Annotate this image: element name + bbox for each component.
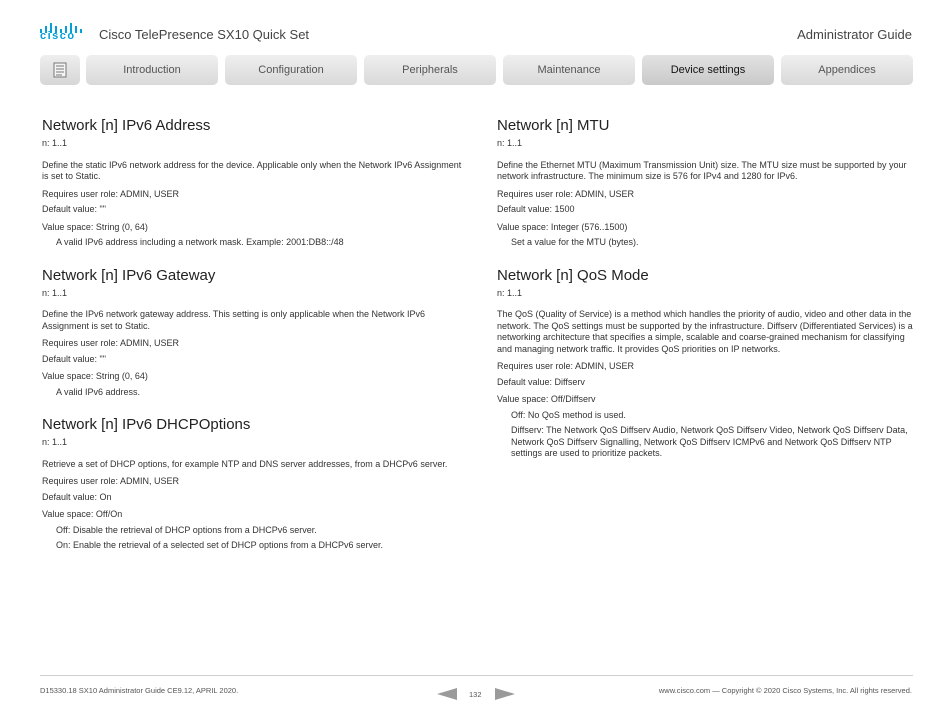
description: Retrieve a set of DHCP options, for example NTP and DNS server addresses, from a DHCPv6 server. xyxy=(42,458,448,469)
default-value: Default value: "" xyxy=(42,204,106,214)
section-ipv6-gateway xyxy=(42,267,462,399)
description: Define the IPv6 network gateway address. This setting is only applicable when the Network IPv6 Assignment is set to Static. xyxy=(42,309,426,331)
section-title: Network [n] IPv6 DHCPOptions xyxy=(42,416,251,433)
section-title: Network [n] MTU xyxy=(497,117,610,134)
footer-divider xyxy=(40,675,913,676)
index-range: n: 1..1 xyxy=(42,138,68,148)
footer-doc-id: D15330.18 SX10 Administrator Guide CE9.12, APRIL 2020. xyxy=(40,686,239,695)
section-title: Network [n] IPv6 Gateway xyxy=(42,266,216,284)
description: The QoS (Quality of Service) is a method which handles the priority of audio, video and other data in the network. The QoS settings must be supported by the infrastructure. Diffserv (Differentiated Services) is a networking architecture that specifies a simple, scalable and coarse-grained mechanism for classifying and managing network traffic. It provides QoS priorities on IP networks. xyxy=(497,309,913,354)
default-value: Default value: 1500 xyxy=(497,204,575,214)
user-role: Requires user role: ADMIN, USER xyxy=(497,361,635,371)
index-range: n: 1..1 xyxy=(497,138,523,148)
user-role: Requires user role: ADMIN, USER xyxy=(42,338,180,348)
page-number: 132 xyxy=(469,690,482,699)
left-column xyxy=(42,117,462,570)
guide-title: Administrator Guide xyxy=(797,27,912,42)
index-range: n: 1..1 xyxy=(42,287,68,298)
value-detail-on: On: Enable the retrieval of a selected set of DHCP options from a DHCPv6 server. xyxy=(56,540,383,550)
prev-page-icon[interactable] xyxy=(437,688,457,700)
value-space: Value space: Off/On xyxy=(42,509,123,519)
section-ipv6-dhcpoptions xyxy=(42,416,462,552)
value-space: Value space: Integer (576..1500) xyxy=(497,221,628,232)
tab-configuration[interactable]: Configuration xyxy=(225,55,357,85)
value-detail-off: Off: Disable the retrieval of DHCP options from a DHCPv6 server. xyxy=(56,524,317,535)
next-page-icon[interactable] xyxy=(495,688,515,700)
user-role: Requires user role: ADMIN, USER xyxy=(497,188,635,199)
tab-device-settings[interactable]: Device settings xyxy=(642,55,774,85)
value-detail: A valid IPv6 address including a network mask. Example: 2001:DB8::/48 xyxy=(56,237,344,247)
value-detail: Set a value for the MTU (bytes). xyxy=(511,237,639,247)
value-space: Value space: Off/Diffserv xyxy=(497,394,596,404)
doc-title: Cisco TelePresence SX10 Quick Set xyxy=(99,27,310,42)
value-detail-off: Off: No QoS method is used. xyxy=(511,409,626,420)
section-mtu xyxy=(497,117,917,249)
tab-peripherals[interactable]: Peripherals xyxy=(364,55,496,85)
default-value: Default value: "" xyxy=(42,353,106,364)
value-space: Value space: String (0, 64) xyxy=(42,221,148,232)
section-ipv6-address xyxy=(42,117,462,249)
default-value: Default value: On xyxy=(42,491,112,502)
tab-contents[interactable] xyxy=(40,55,80,85)
section-qos-mode xyxy=(497,267,917,460)
right-column xyxy=(497,117,917,478)
footer-copyright: www.cisco.com — Copyright © 2020 Cisco Systems, Inc. All rights reserved. xyxy=(658,686,912,695)
document-icon xyxy=(53,62,67,78)
tab-appendices[interactable]: Appendices xyxy=(781,55,913,85)
tab-maintenance[interactable]: Maintenance xyxy=(503,55,635,85)
index-range: n: 1..1 xyxy=(497,287,523,298)
tab-introduction[interactable]: Introduction xyxy=(86,55,218,85)
default-value: Default value: Diffserv xyxy=(497,376,585,387)
user-role: Requires user role: ADMIN, USER xyxy=(42,476,180,486)
value-detail-diffserv: Diffserv: The Network QoS Diffserv Audio, Network QoS Diffserv Video, Network QoS Diffserv Data, Network QoS Diffserv Signalling, Network QoS Diffserv ICMPv6 and Network QoS Diffserv NTP settings are used to prioritize packets. xyxy=(511,425,908,458)
user-role: Requires user role: ADMIN, USER xyxy=(42,188,180,199)
section-title: Network [n] IPv6 Address xyxy=(42,117,211,134)
value-detail: A valid IPv6 address. xyxy=(56,386,141,397)
cisco-wordmark: cisco xyxy=(40,30,76,42)
description: Define the static IPv6 network address for the device. Applicable only when the Network IPv6 Assignment is set to Static. xyxy=(42,159,462,181)
tab-bar xyxy=(40,55,913,85)
description: Define the Ethernet MTU (Maximum Transmission Unit) size. The MTU size must be supported by your network infrastructure. The minimum size is 576 for IPv4 and 1280 for IPv6. xyxy=(497,159,907,181)
value-space: Value space: String (0, 64) xyxy=(42,371,148,381)
section-title: Network [n] QoS Mode xyxy=(497,266,649,284)
index-range: n: 1..1 xyxy=(42,437,68,447)
